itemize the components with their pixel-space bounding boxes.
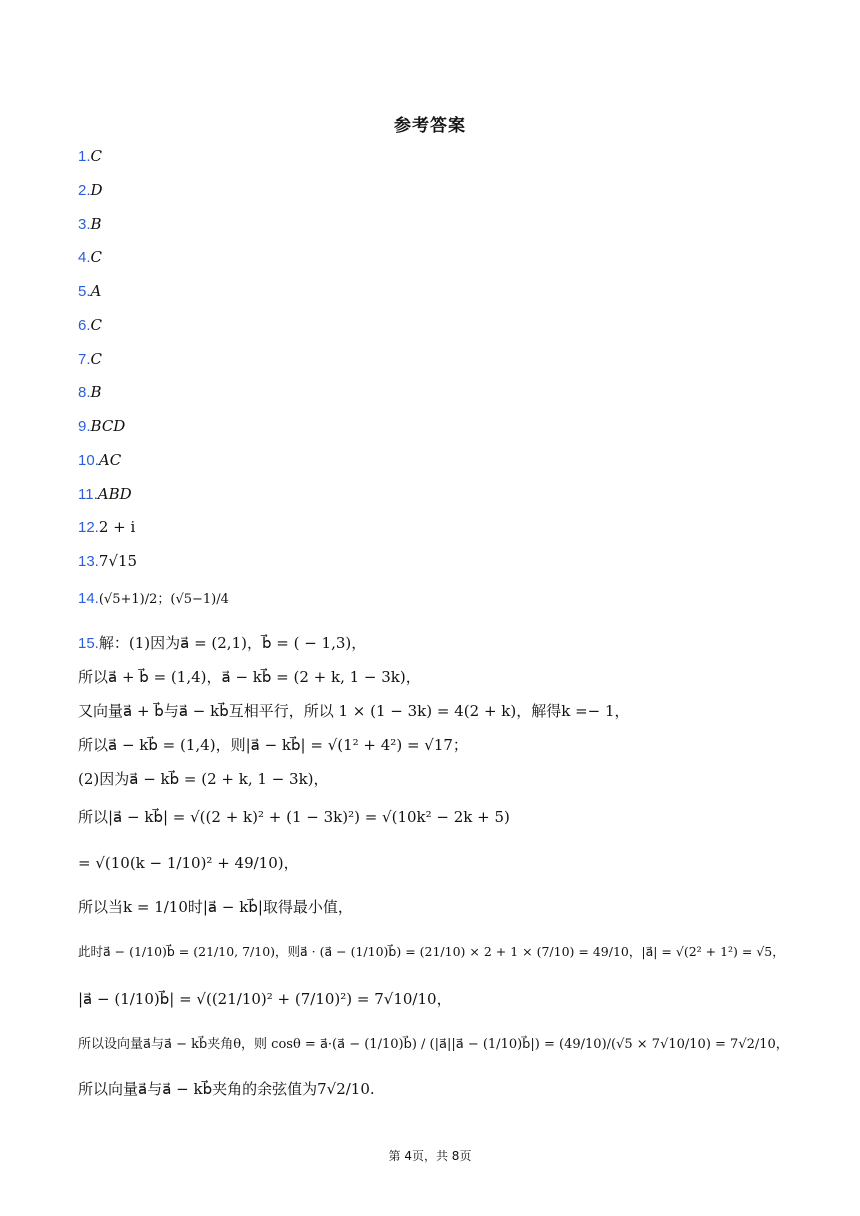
answer-text: C — [90, 316, 102, 334]
answer-text: A — [90, 282, 102, 300]
answer-text: D — [90, 181, 103, 199]
answer-text: B — [90, 215, 102, 233]
answer-text: BCD — [90, 417, 126, 435]
solution-line: (2)因为a⃗ − kb⃗ = (2 + k, 1 − 3k)， — [78, 770, 329, 788]
answer-text: 2 + i — [98, 518, 136, 536]
solution-line: 所以向量a⃗与a⃗ − kb⃗夹角的余弦值为7√2/10. — [78, 1080, 375, 1098]
answer-text: C — [90, 147, 102, 165]
answer-text: C — [90, 248, 102, 266]
answer-number: 13. — [78, 553, 99, 570]
answer-number: 11. — [78, 486, 98, 503]
solution-line: 所以a⃗ − kb⃗ = (1,4)，则|a⃗ − kb⃗| = √(1² + 4²) = √17； — [78, 736, 468, 754]
answer-number: 10. — [78, 452, 99, 469]
answer-number: 9. — [78, 418, 91, 435]
answer-text: ABD — [97, 485, 132, 503]
answer-item — [78, 485, 132, 503]
answer-text: B — [90, 383, 102, 401]
solution-line — [78, 632, 366, 653]
answer-item — [78, 383, 102, 401]
answer-text: (√5+1)/2；(√5−1)/4 — [98, 592, 229, 607]
solution-line: 所以|a⃗ − kb⃗| = √((2 + k)² + (1 − 3k)²) = √(10k² − 2k + 5) — [78, 808, 510, 826]
answer-item — [78, 451, 121, 469]
solution-line: = √(10(k − 1/10)² + 49/10)， — [78, 854, 299, 872]
answer-number: 2. — [78, 182, 91, 199]
page-footer: 第 4页，共 8页 — [388, 1149, 472, 1163]
answer-number: 6. — [78, 317, 91, 334]
solution-line: 又向量a⃗ + b⃗与a⃗ − kb⃗互相平行，所以 1 × (1 − 3k) = 4(2 + k)，解得k =− 1， — [78, 702, 630, 720]
solution-line: 所以设向量a⃗与a⃗ − kb⃗夹角θ，则 cosθ = a⃗·(a⃗ − (1/10)b⃗) / (|a⃗||a⃗ − (1/10)b⃗|) = (49/10)/(√5 × 7√10/10) = 7√2/10， — [78, 1037, 789, 1052]
solution-line: 此时a⃗ − (1/10)b⃗ = (21/10, 7/10)，则a⃗ · (a⃗ − (1/10)b⃗) = (21/10) × 2 + 1 × (7/10) = 49/10，|a⃗| = √(2² + 1²) = √5， — [78, 944, 785, 959]
answer-item — [78, 316, 102, 334]
answer-number: 5. — [78, 283, 91, 300]
answer-item — [78, 215, 102, 233]
answer-number: 4. — [78, 249, 91, 266]
answer-number: 12. — [78, 519, 99, 536]
solution-line: |a⃗ − (1/10)b⃗| = √((21/10)² + (7/10)²) = 7√10/10， — [78, 990, 452, 1008]
answer-number: 7. — [78, 351, 91, 368]
answer-number: 15. — [78, 635, 99, 652]
solution-line: 所以a⃗ + b⃗ = (1,4)，a⃗ − kb⃗ = (2 + k, 1 − 3k)， — [78, 668, 421, 686]
answer-item — [78, 588, 229, 607]
answer-text: C — [90, 350, 102, 368]
answer-item — [78, 248, 102, 266]
solution-line: 所以当k = 1/10时|a⃗ − kb⃗|取得最小值， — [78, 898, 353, 916]
answer-number: 3. — [78, 216, 91, 233]
answer-text: 7√15 — [98, 552, 138, 570]
answer-item — [78, 147, 102, 165]
answer-number: 8. — [78, 384, 91, 401]
solution-text: 解：(1)因为a⃗ = (2,1)，b⃗ = ( − 1,3)， — [98, 634, 367, 652]
page-title: 参考答案 — [394, 116, 466, 136]
answer-number: 14. — [78, 590, 99, 607]
answer-text: AC — [98, 451, 122, 469]
answer-item — [78, 518, 135, 536]
answer-item — [78, 552, 137, 570]
answer-number: 1. — [78, 148, 91, 165]
answer-item — [78, 350, 102, 368]
answer-item — [78, 417, 125, 435]
answer-item — [78, 282, 101, 300]
answer-item — [78, 181, 103, 199]
